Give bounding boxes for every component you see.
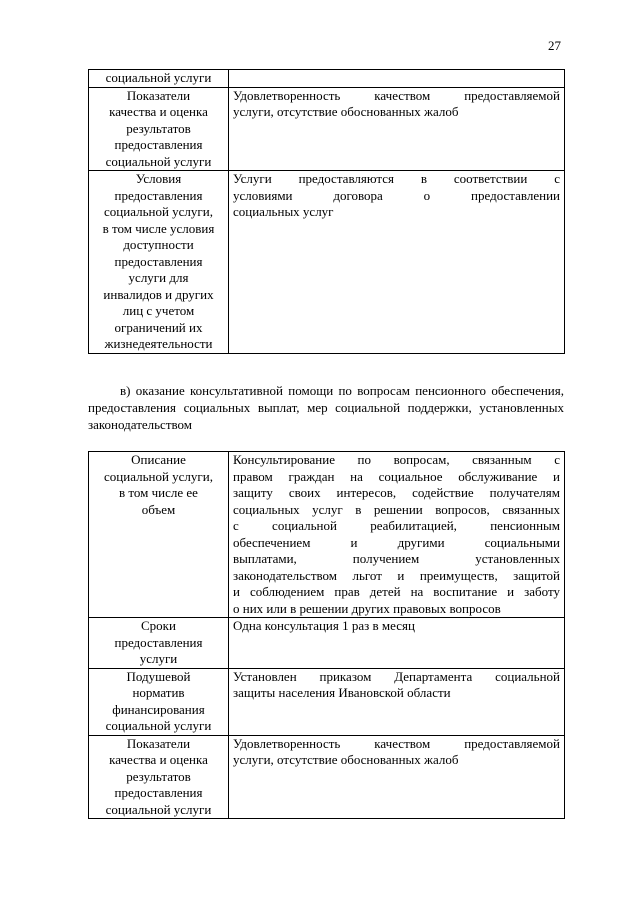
label-line: Показатели bbox=[126, 735, 191, 751]
row-label-cell bbox=[89, 668, 229, 735]
label-line: доступности bbox=[123, 237, 194, 252]
text-line: Удовлетворенность качеством предоставляемой bbox=[233, 87, 560, 103]
services-table-continued bbox=[88, 69, 565, 354]
table-row bbox=[89, 735, 565, 819]
text-line: Удовлетворенность качеством предоставляемой bbox=[233, 735, 560, 751]
label-line: в том числе условия bbox=[102, 220, 215, 236]
label-line: социальной услуги bbox=[105, 718, 212, 733]
row-text-cell bbox=[229, 87, 565, 171]
page-number: 27 bbox=[548, 38, 561, 53]
label-line: предоставления bbox=[114, 634, 203, 650]
text-line: обеспечением и другими социальными bbox=[233, 534, 560, 550]
label-line: инвалидов и других bbox=[103, 286, 214, 302]
table-row bbox=[89, 452, 565, 618]
text-line: Установлен приказом Департамента социальной bbox=[233, 668, 560, 684]
table-row bbox=[89, 171, 565, 354]
label-line: социальной услуги bbox=[105, 801, 212, 817]
label-line: ограничений их bbox=[114, 319, 203, 335]
text-line: о них или в решении других правовых вопросов bbox=[233, 600, 501, 616]
row-text-cell bbox=[229, 618, 565, 669]
row-text-cell bbox=[229, 70, 565, 88]
section-paragraph-v: в) оказание консультативной помощи по вопросам пенсионного обеспечения, предоставления социальных выплат, мер социальной поддержки, установленных законодательством bbox=[88, 383, 564, 432]
label-line: предоставления bbox=[114, 785, 203, 800]
row-text-cell bbox=[229, 735, 565, 819]
text-line: защиту своих интересов, содействие получателям bbox=[233, 485, 560, 500]
label-line: норматив bbox=[132, 685, 185, 700]
label-line: Описание bbox=[131, 452, 186, 467]
text-line: Консультирование по вопросам, связанным с bbox=[233, 452, 560, 467]
label-line: Условия bbox=[135, 171, 182, 186]
row-label-cell bbox=[89, 171, 229, 354]
text-line: и соблюдением прав детей на воспитание и заботу bbox=[233, 584, 560, 599]
row-label-cell bbox=[89, 735, 229, 819]
row-text-cell bbox=[229, 171, 565, 354]
row-label-cell bbox=[89, 452, 229, 618]
text-line: выплатами, получением установленных bbox=[233, 551, 560, 566]
label-line: Подушевой bbox=[126, 668, 191, 684]
row-label-cell bbox=[89, 618, 229, 669]
label-line: результатов bbox=[126, 120, 191, 136]
row-label-cell bbox=[89, 70, 229, 88]
text-line: услуги, отсутствие обоснованных жалоб bbox=[233, 752, 459, 767]
label-line: предоставления bbox=[114, 187, 203, 203]
table-row bbox=[89, 668, 565, 735]
text-line: правом граждан на социальное обслуживание и bbox=[233, 468, 560, 484]
label-line: социальной услуги bbox=[105, 153, 212, 169]
label-line: предоставления bbox=[114, 137, 203, 152]
text-line: Услуги предоставляются в соответствии с bbox=[233, 171, 560, 186]
label-line: предоставления bbox=[114, 253, 203, 269]
text-line: социальных услуг в решении вопросов, связанных bbox=[233, 501, 560, 517]
label-line: услуги для bbox=[128, 270, 189, 285]
row-text-cell bbox=[229, 668, 565, 735]
label-line: лиц с учетом bbox=[122, 303, 195, 318]
text-line: условиями договора о предоставлении bbox=[233, 187, 560, 203]
text-line: законодательством льгот и преимуществ, защитой bbox=[233, 567, 560, 583]
text-line: социальных услуг bbox=[233, 204, 334, 219]
row-text-cell bbox=[229, 452, 565, 618]
label-line: услуги bbox=[139, 651, 178, 666]
label-line: жизнедеятельности bbox=[104, 336, 213, 351]
label-line: социальной услуги bbox=[105, 70, 212, 85]
text-line: с социальной реабилитацией, пенсионным bbox=[233, 518, 560, 533]
text-line: защиты населения Ивановской области bbox=[233, 685, 451, 700]
label-line: качества и оценка bbox=[109, 752, 208, 767]
text-line: услуги, отсутствие обоснованных жалоб bbox=[233, 104, 459, 119]
table-row bbox=[89, 87, 565, 171]
table-row bbox=[89, 70, 565, 88]
label-line: финансирования bbox=[112, 701, 205, 717]
label-line: социальной услуги, bbox=[104, 468, 213, 484]
label-line: Показатели bbox=[126, 87, 191, 103]
label-line: объем bbox=[141, 501, 176, 517]
text-line: Одна консультация 1 раз в месяц bbox=[233, 618, 415, 633]
label-line: Сроки bbox=[141, 618, 176, 633]
row-label-cell bbox=[89, 87, 229, 171]
label-line: социальной услуги, bbox=[104, 204, 213, 219]
consultation-service-table bbox=[88, 451, 565, 819]
label-line: в том числе ее bbox=[119, 485, 198, 500]
label-line: качества и оценка bbox=[109, 104, 208, 119]
table-row bbox=[89, 618, 565, 669]
label-line: результатов bbox=[126, 768, 191, 784]
